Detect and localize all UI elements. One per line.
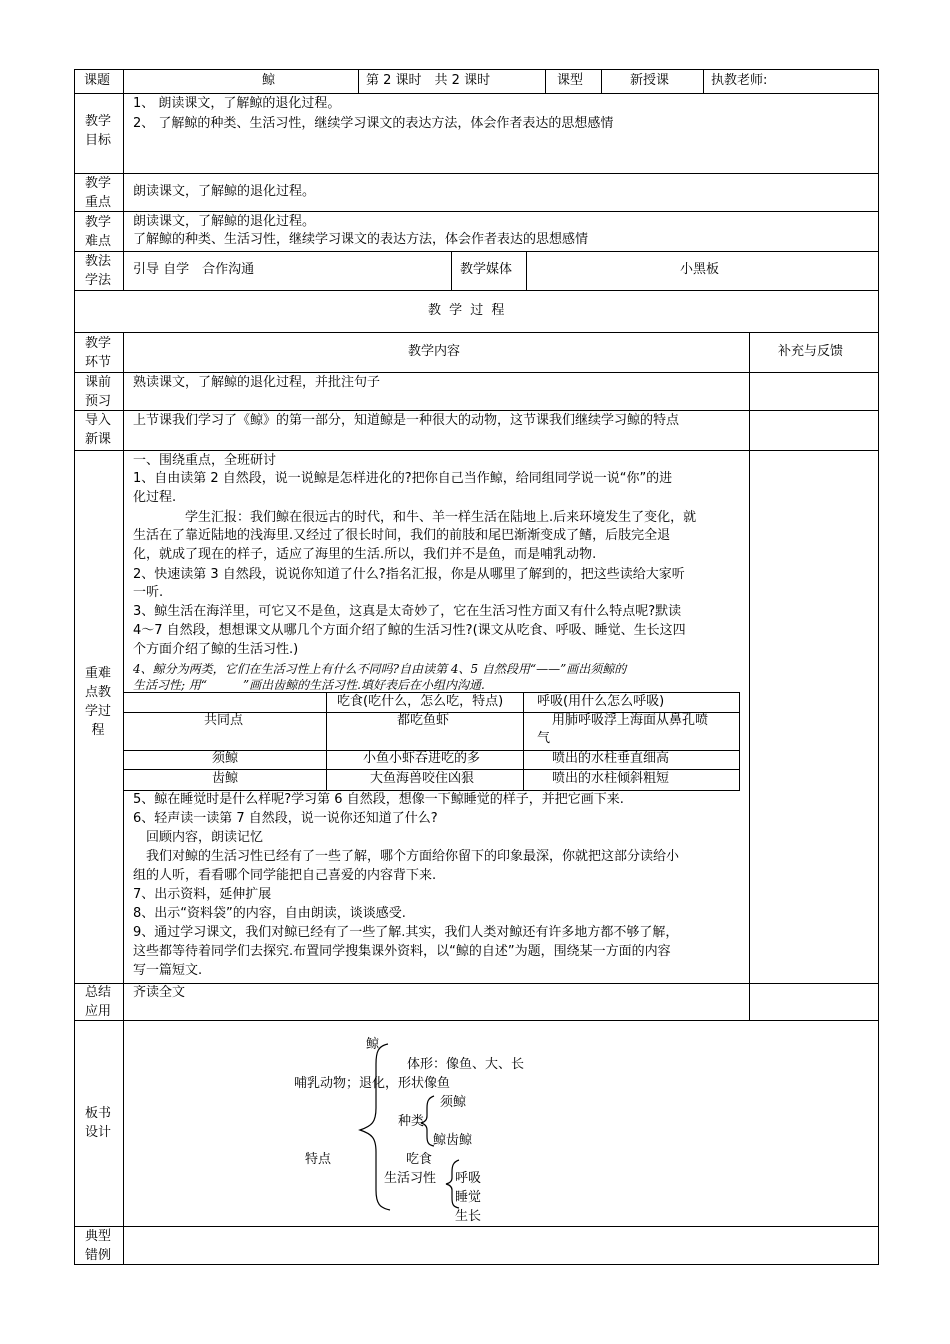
media-value: 小黑板 <box>680 262 720 277</box>
key-points-label: 教学 重点 <box>84 176 111 210</box>
difficulty-line: 了解鲸的种类、生活习性，继续学习课文的表达方法，体会作者表达的思想感情 <box>133 232 589 247</box>
habit-cell: 用肺呼吸浮上海面从鼻孔喷 <box>552 713 709 728</box>
lesson-count: 第 2 课时 共 2 课时 <box>366 73 491 88</box>
difficulty-line: 朗读课文，了解鲸的退化过程。 <box>133 214 316 229</box>
media-label: 教学媒体 <box>460 262 513 277</box>
main-line: 回顾内容，朗读记忆 <box>133 830 264 845</box>
main-line: 5、鲸在睡觉时是什么样呢?学习第 6 自然段，想像一下鲸睡觉的样子，并把它画下来. <box>133 792 624 807</box>
stage-header: 教学 环节 <box>84 336 111 370</box>
habit-cell: 须鲸 <box>212 751 239 766</box>
main-line: 一、围绕重点，全班研讨 <box>133 453 277 468</box>
goals-label: 教学 目标 <box>84 114 111 148</box>
main-line: 3、鲸生活在海洋里，可它又不是鱼，这真是太奇妙了，它在生活习性方面又有什么特点呢?默读 <box>133 604 682 619</box>
preview-text: 熟读课文，了解鲸的退化过程，并批注句子 <box>133 375 381 390</box>
methods-label: 教法 学法 <box>84 254 111 288</box>
board-sleeping: 睡觉 <box>455 1190 482 1205</box>
main-line: 化，就成了现在的样子，适应了海里的生活.所以，我们并不是鱼，而是哺乳动物. <box>133 547 597 562</box>
board-baleen: 须鲸 <box>440 1095 467 1110</box>
habit-cell: 大鱼海兽咬住凶狠 <box>370 771 475 786</box>
habit-header-eat: 吃食(吃什么，怎么吃，特点) <box>337 694 504 709</box>
intro-label: 导入 新课 <box>84 413 111 447</box>
type-label: 课型 <box>557 73 584 88</box>
main-line: 写一篇短文. <box>133 963 203 978</box>
teacher-label: 执教老师: <box>711 73 768 88</box>
board-title: 鲸 <box>366 1037 380 1052</box>
habit-cell: 喷出的水柱垂直细高 <box>552 751 670 766</box>
main-line: 化过程. <box>133 490 177 505</box>
main-line: 6、轻声读一读第 7 自然段，说一说你还知道了什么? <box>133 811 438 826</box>
board-toothed: 鲸齿鲸 <box>433 1133 473 1148</box>
preview-label: 课前 预习 <box>84 375 111 409</box>
habit-cell: 气 <box>537 731 551 746</box>
hand-line: 4、鲸分为两类，它们在生活习性上有什么不同吗?自由读第 4、5 自然段用“——”画出须鲸的 <box>133 662 627 676</box>
main-line: 生活在了靠近陆地的浅海里.又经过了很长时间，我们的前肢和尾巴渐渐变成了鳍，后肢完全退 <box>133 528 671 543</box>
topic-label: 课题 <box>84 73 111 88</box>
board-mammal: 哺乳动物；退化，形状像鱼 <box>294 1076 451 1091</box>
board-habits: 生活习性 <box>384 1171 437 1186</box>
board-features: 特点 <box>305 1152 332 1167</box>
main-line: 2、快速读第 3 自然段，说说你知道了什么?指名汇报，你是从哪里了解到的，把这些读给大家听 <box>133 567 685 582</box>
main-line: 1、自由读第 2 自然段，说一说鲸是怎样进化的?把你自己当作鲸，给同组同学说一说“你”的进 <box>133 471 673 486</box>
main-line: 7、出示资料，延伸扩展 <box>133 887 272 902</box>
methods-text: 引导 自学 合作沟通 <box>133 262 255 277</box>
main-line: 8、出示“资料袋”的内容，自由朗读，谈谈感受. <box>133 906 406 921</box>
habit-cell: 喷出的水柱倾斜粗短 <box>552 771 670 786</box>
board-eating: 吃食 <box>406 1152 433 1167</box>
main-line: 组的人听，看看哪个同学能把自己喜爱的内容背下来. <box>133 868 437 883</box>
habit-cell: 都吃鱼虾 <box>397 713 450 728</box>
main-line: 我们对鲸的生活习性已经有了一些了解，哪个方面给你留下的印象最深，你就把这部分读给小 <box>133 849 680 864</box>
difficulties-label: 教学 难点 <box>84 215 111 249</box>
hand-line: 生活习性; 用“ ”画出齿鲸的生活习性.填好表后在小组内沟通. <box>133 678 485 692</box>
habit-cell: 小鱼小虾吞进吃的多 <box>363 751 481 766</box>
goal-item: 2、 了解鲸的种类、生活习性，继续学习课文的表达方法，体会作者表达的思想感情 <box>133 116 614 131</box>
summary-label: 总结 应用 <box>84 985 111 1019</box>
main-line: 4～7 自然段，想想课文从哪几个方面介绍了鲸的生活习性?(课文从吃食、呼吸、睡觉、生长这四 <box>133 623 686 638</box>
goal-item: 1、 朗读课文，了解鲸的退化过程。 <box>133 96 341 111</box>
main-label: 重难 点教 学过 程 <box>84 666 111 738</box>
main-line: 一听. <box>133 585 164 600</box>
feedback-header: 补充与反馈 <box>778 344 844 359</box>
board-breathing: 呼吸 <box>455 1171 482 1186</box>
main-line: 个方面介绍了鲸的生活习性.) <box>133 642 299 657</box>
board-shape: 体形：像鱼、大、长 <box>407 1057 525 1072</box>
board-growing: 生长 <box>455 1209 482 1224</box>
type-value: 新授课 <box>630 73 670 88</box>
topic-value: 鲸 <box>262 73 276 88</box>
errors-label: 典型 错例 <box>84 1229 111 1263</box>
board-kinds: 种类 <box>398 1114 425 1129</box>
content-header: 教学内容 <box>408 344 461 359</box>
main-line: 这些都等待着同学们去探究.布置同学搜集课外资料，以“鲸的自述”为题，围绕某一方面的内容 <box>133 944 671 959</box>
main-line: 9、通过学习课文，我们对鲸已经有了一些了解.其实，我们人类对鲸还有许多地方都不够了解， <box>133 925 679 940</box>
habit-cell: 齿鲸 <box>212 771 239 786</box>
habit-header-breath: 呼吸(用什么怎么呼吸) <box>537 694 665 709</box>
intro-text: 上节课我们学习了《鲸》的第一部分，知道鲸是一种很大的动物，这节课我们继续学习鲸的特点 <box>133 413 680 428</box>
summary-text: 齐读全文 <box>133 985 186 1000</box>
main-line: 学生汇报：我们鲸在很远古的时代，和牛、羊一样生活在陆地上.后来环境发生了变化，就 <box>133 510 697 525</box>
board-label: 板书 设计 <box>84 1106 111 1140</box>
habit-cell: 共同点 <box>204 713 244 728</box>
key-points-text: 朗读课文，了解鲸的退化过程。 <box>133 184 316 199</box>
process-title: 教 学 过 程 <box>428 303 507 318</box>
